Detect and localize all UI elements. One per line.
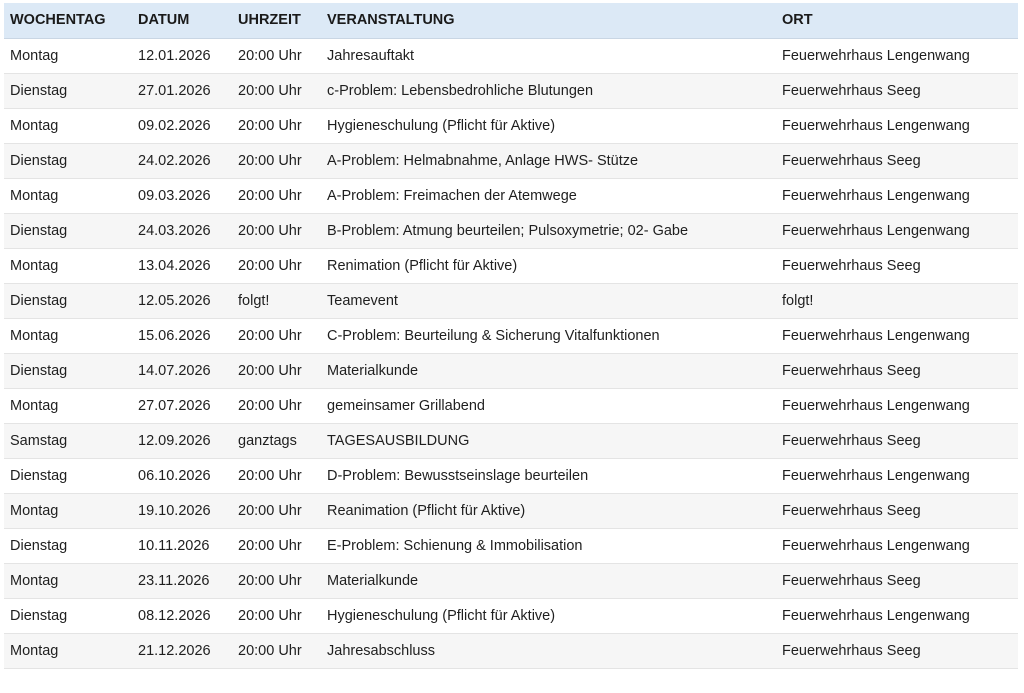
cell-wochentag: Montag <box>10 642 59 659</box>
cell-veranstaltung: c-Problem: Lebensbedrohliche Blutungen <box>327 82 594 99</box>
cell-wochentag: Montag <box>10 257 59 274</box>
header-datum: DATUM <box>132 3 232 38</box>
cell-ort: Feuerwehrhaus Lengenwang <box>782 187 970 204</box>
cell-uhrzeit: 20:00 Uhr <box>238 47 302 64</box>
cell-uhrzeit: 20:00 Uhr <box>238 82 302 99</box>
cell-wochentag: Dienstag <box>10 292 68 309</box>
cell-wochentag: Dienstag <box>10 607 68 624</box>
cell-wochentag: Dienstag <box>10 537 68 554</box>
cell-ort: Feuerwehrhaus Seeg <box>782 362 921 379</box>
cell-ort: Feuerwehrhaus Seeg <box>782 572 921 589</box>
header-wochentag: WOCHENTAG <box>4 3 132 38</box>
table-row <box>4 458 1018 493</box>
header-row <box>4 3 1018 38</box>
header-ort: ORT <box>776 3 1018 38</box>
cell-datum: 27.07.2026 <box>138 397 211 414</box>
cell-ort: Feuerwehrhaus Seeg <box>782 257 921 274</box>
cell-uhrzeit: 20:00 Uhr <box>238 607 302 624</box>
cell-ort: Feuerwehrhaus Lengenwang <box>782 537 970 554</box>
table-row <box>4 318 1018 353</box>
cell-uhrzeit: 20:00 Uhr <box>238 502 302 519</box>
cell-uhrzeit: 20:00 Uhr <box>238 467 302 484</box>
cell-datum: 27.01.2026 <box>138 82 211 99</box>
cell-ort: Feuerwehrhaus Lengenwang <box>782 222 970 239</box>
cell-ort: Feuerwehrhaus Lengenwang <box>782 117 970 134</box>
table-row <box>4 213 1018 248</box>
cell-wochentag: Dienstag <box>10 82 68 99</box>
cell-datum: 19.10.2026 <box>138 502 211 519</box>
cell-uhrzeit: ganztags <box>238 432 297 449</box>
table-row <box>4 143 1018 178</box>
cell-datum: 09.03.2026 <box>138 187 211 204</box>
cell-ort: Feuerwehrhaus Lengenwang <box>782 467 970 484</box>
cell-datum: 15.06.2026 <box>138 327 211 344</box>
cell-veranstaltung: Reanimation (Pflicht für Aktive) <box>327 502 526 519</box>
table-row <box>4 388 1018 423</box>
cell-ort: Feuerwehrhaus Seeg <box>782 502 921 519</box>
table-row <box>4 73 1018 108</box>
cell-ort: Feuerwehrhaus Lengenwang <box>782 607 970 624</box>
header-veranstaltung: VERANSTALTUNG <box>321 3 776 38</box>
cell-datum: 12.09.2026 <box>138 432 211 449</box>
cell-wochentag: Dienstag <box>10 362 68 379</box>
cell-uhrzeit: 20:00 Uhr <box>238 187 302 204</box>
cell-datum: 23.11.2026 <box>138 572 210 589</box>
cell-veranstaltung: B-Problem: Atmung beurteilen; Pulsoxymetrie; 02- Gabe <box>327 222 689 239</box>
cell-veranstaltung: A-Problem: Freimachen der Atemwege <box>327 187 577 204</box>
cell-datum: 12.01.2026 <box>138 47 211 64</box>
cell-ort: Feuerwehrhaus Lengenwang <box>782 47 970 64</box>
cell-uhrzeit: 20:00 Uhr <box>238 117 302 134</box>
table-body <box>4 38 1018 668</box>
table-row <box>4 178 1018 213</box>
cell-veranstaltung: TAGESAUSBILDUNG <box>327 432 470 449</box>
cell-veranstaltung: Hygieneschulung (Pflicht für Aktive) <box>327 117 556 134</box>
cell-datum: 24.03.2026 <box>138 222 211 239</box>
cell-datum: 24.02.2026 <box>138 152 211 169</box>
schedule-table <box>4 3 1018 669</box>
cell-uhrzeit: 20:00 Uhr <box>238 257 302 274</box>
cell-datum: 12.05.2026 <box>138 292 211 309</box>
cell-uhrzeit: 20:00 Uhr <box>238 362 302 379</box>
cell-veranstaltung: D-Problem: Bewusstseinslage beurteilen <box>327 467 589 484</box>
cell-datum: 14.07.2026 <box>138 362 211 379</box>
cell-veranstaltung: Materialkunde <box>327 572 419 589</box>
cell-veranstaltung: Teamevent <box>327 292 398 309</box>
cell-veranstaltung: Materialkunde <box>327 362 419 379</box>
cell-ort: Feuerwehrhaus Seeg <box>782 152 921 169</box>
cell-wochentag: Montag <box>10 47 59 64</box>
cell-wochentag: Dienstag <box>10 467 68 484</box>
cell-datum: 06.10.2026 <box>138 467 211 484</box>
cell-wochentag: Dienstag <box>10 222 68 239</box>
cell-veranstaltung: C-Problem: Beurteilung & Sicherung Vitalfunktionen <box>327 327 660 344</box>
cell-uhrzeit: folgt! <box>238 292 270 309</box>
table-row <box>4 633 1018 668</box>
cell-wochentag: Dienstag <box>10 152 68 169</box>
table-row <box>4 563 1018 598</box>
table-row <box>4 108 1018 143</box>
table-row <box>4 598 1018 633</box>
cell-datum: 13.04.2026 <box>138 257 211 274</box>
cell-wochentag: Montag <box>10 187 59 204</box>
cell-veranstaltung: Jahresauftakt <box>327 47 415 64</box>
cell-uhrzeit: 20:00 Uhr <box>238 327 302 344</box>
cell-ort: folgt! <box>782 292 814 309</box>
table-row <box>4 528 1018 563</box>
cell-veranstaltung: Renimation (Pflicht für Aktive) <box>327 257 518 274</box>
table-row <box>4 493 1018 528</box>
schedule-container <box>4 3 1018 669</box>
header-uhrzeit: UHRZEIT <box>232 3 321 38</box>
cell-veranstaltung: A-Problem: Helmabnahme, Anlage HWS- Stütze <box>327 152 639 169</box>
table-header <box>4 3 1018 38</box>
table-row <box>4 423 1018 458</box>
cell-datum: 08.12.2026 <box>138 607 211 624</box>
cell-ort: Feuerwehrhaus Seeg <box>782 82 921 99</box>
cell-uhrzeit: 20:00 Uhr <box>238 642 302 659</box>
cell-wochentag: Montag <box>10 397 59 414</box>
cell-uhrzeit: 20:00 Uhr <box>238 152 302 169</box>
cell-ort: Feuerwehrhaus Seeg <box>782 432 921 449</box>
cell-veranstaltung: E-Problem: Schienung & Immobilisation <box>327 537 583 554</box>
table-row <box>4 248 1018 283</box>
cell-uhrzeit: 20:00 Uhr <box>238 572 302 589</box>
cell-wochentag: Montag <box>10 502 59 519</box>
cell-wochentag: Montag <box>10 117 59 134</box>
cell-datum: 21.12.2026 <box>138 642 211 659</box>
cell-ort: Feuerwehrhaus Lengenwang <box>782 327 970 344</box>
cell-veranstaltung: Jahresabschluss <box>327 642 435 659</box>
cell-ort: Feuerwehrhaus Seeg <box>782 642 921 659</box>
cell-veranstaltung: Hygieneschulung (Pflicht für Aktive) <box>327 607 556 624</box>
cell-wochentag: Montag <box>10 327 59 344</box>
cell-wochentag: Montag <box>10 572 59 589</box>
cell-datum: 09.02.2026 <box>138 117 211 134</box>
cell-uhrzeit: 20:00 Uhr <box>238 222 302 239</box>
cell-wochentag: Samstag <box>10 432 68 449</box>
cell-veranstaltung: gemeinsamer Grillabend <box>327 397 485 414</box>
table-row <box>4 38 1018 73</box>
cell-datum: 10.11.2026 <box>138 537 210 554</box>
cell-ort: Feuerwehrhaus Lengenwang <box>782 397 970 414</box>
table-row <box>4 283 1018 318</box>
cell-uhrzeit: 20:00 Uhr <box>238 537 302 554</box>
table-row <box>4 353 1018 388</box>
cell-uhrzeit: 20:00 Uhr <box>238 397 302 414</box>
